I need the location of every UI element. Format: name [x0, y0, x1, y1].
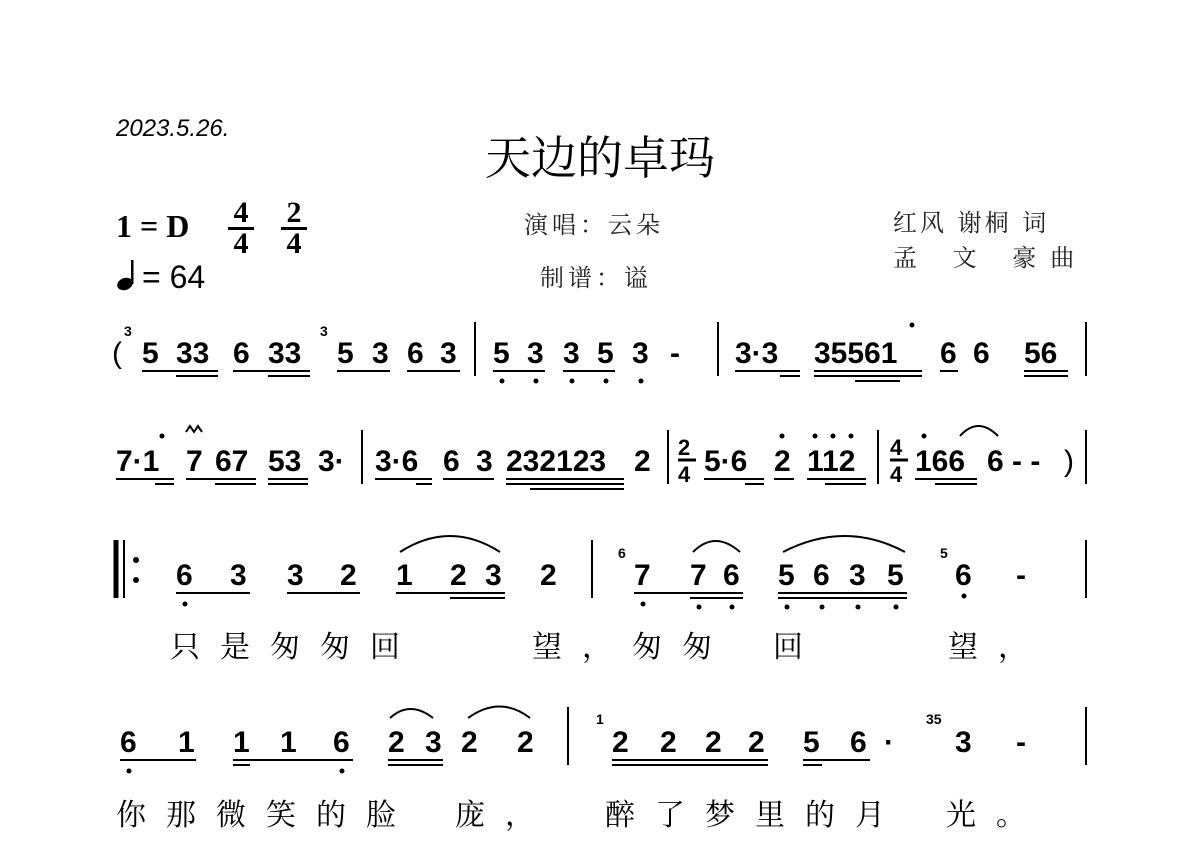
note: 2 — [774, 445, 791, 478]
transcriber-credit: 制谱：谥 — [540, 264, 652, 292]
grace-note: 3 — [320, 323, 328, 339]
note: 112 — [807, 445, 856, 478]
note: 2 — [517, 726, 534, 759]
note: 166 — [915, 445, 966, 478]
note: 2 — [450, 559, 467, 592]
note: 3 — [563, 337, 580, 370]
note: - — [1016, 726, 1026, 759]
note: 33 — [268, 337, 302, 370]
note: 2 — [340, 559, 357, 592]
lyric-line-1c: 回 — [773, 630, 823, 665]
note: 2 — [634, 445, 651, 478]
grace-note: 35 — [926, 711, 942, 727]
note: 5 — [337, 337, 354, 370]
composer-credit: 孟 文 豪曲 — [893, 244, 1089, 272]
note: 6 — [813, 559, 830, 592]
note: 6 — [987, 445, 1004, 478]
note: 1 — [280, 726, 297, 759]
time-sig-denominator: 4 — [233, 227, 249, 260]
note: 33 — [176, 337, 210, 370]
note: 5 — [493, 337, 510, 370]
note: 1 — [233, 726, 250, 759]
note: 7·1 — [116, 445, 160, 478]
note: 3 — [425, 726, 442, 759]
note: - — [670, 337, 680, 370]
time-sig-numerator: 4 — [890, 435, 903, 460]
lyric-line-1b: 望，匆匆 — [532, 630, 732, 665]
note: 3·6 — [375, 445, 419, 478]
note: 2 — [748, 726, 765, 759]
note: 3 — [372, 337, 389, 370]
time-sig-numerator: 4 — [233, 196, 249, 229]
date-text: 2023.5.26. — [116, 115, 230, 142]
note: 5 — [142, 337, 159, 370]
note: 6 — [120, 726, 137, 759]
note: 3 — [527, 337, 544, 370]
lyric-line-2a: 你那微笑的脸 — [116, 798, 416, 833]
note: 6 — [850, 726, 867, 759]
note: 7 — [690, 559, 707, 592]
note: 6 — [443, 445, 460, 478]
time-sig-numerator: 2 — [286, 196, 302, 229]
grace-note: 6 — [618, 545, 626, 561]
key-signature: 1 = D — [116, 208, 190, 244]
grace-note: 5 — [940, 545, 948, 561]
note: 5 — [803, 726, 820, 759]
note: 3 — [230, 559, 247, 592]
note: 6 — [973, 337, 990, 370]
lyric-line-2d: 光。 — [946, 798, 1046, 833]
note: 6 — [333, 726, 350, 759]
note: 67 — [215, 445, 249, 478]
note: ( — [112, 337, 122, 370]
time-sig-denominator: 4 — [286, 227, 302, 260]
note: 6 — [955, 559, 972, 592]
note: 7 — [186, 445, 203, 478]
grace-note: 3 — [124, 323, 132, 339]
note: 3 — [485, 559, 502, 592]
note: 2 — [540, 559, 557, 592]
note: - - — [1012, 445, 1041, 478]
note: 35561 — [814, 337, 898, 370]
time-sig-numerator: 2 — [678, 435, 691, 460]
note: 5·6 — [704, 445, 748, 478]
note: 6 — [233, 337, 250, 370]
note: 53 — [268, 445, 302, 478]
note: 5 — [887, 559, 904, 592]
lyric-line-1a: 只是匆匆回 — [170, 630, 420, 665]
note: 1 — [178, 726, 195, 759]
note: 2 — [612, 726, 629, 759]
grace-note: 1 — [596, 711, 604, 727]
note: 2 — [461, 726, 478, 759]
note: 6 — [176, 559, 193, 592]
note: 3 — [476, 445, 493, 478]
note: 1 — [396, 559, 413, 592]
note: 3 — [849, 559, 866, 592]
note: 6 — [407, 337, 424, 370]
note: 6 — [723, 559, 740, 592]
time-sig-denominator: 4 — [678, 462, 691, 487]
note: 2 — [705, 726, 722, 759]
note: 3 — [632, 337, 649, 370]
time-sig-denominator: 4 — [890, 462, 903, 487]
singer-credit: 演唱：云朵 — [524, 211, 664, 239]
lyricist-credit: 红风 谢桐 词 — [893, 209, 1050, 237]
note: 5 — [778, 559, 795, 592]
lyric-line-2c: 醉了梦里的月 — [605, 798, 905, 833]
note: · — [884, 726, 894, 759]
note: 232123 — [506, 445, 607, 478]
note: 5 — [597, 337, 614, 370]
note: 7 — [634, 559, 651, 592]
note: 3 — [955, 726, 972, 759]
lyric-line-1d: 望， — [948, 630, 1048, 665]
note: 3·3 — [735, 337, 779, 370]
note: 3· — [318, 445, 345, 478]
note: 2 — [388, 726, 405, 759]
note: 3 — [287, 559, 304, 592]
note: 2 — [660, 726, 677, 759]
tempo-value: = 64 — [142, 259, 206, 295]
note: 6 — [940, 337, 957, 370]
note: 3 — [440, 337, 457, 370]
song-title: 天边的卓玛 — [485, 131, 715, 185]
lyric-line-2b: 庞， — [455, 798, 555, 833]
note: ) — [1064, 445, 1074, 478]
note: 56 — [1024, 337, 1058, 370]
note: - — [1016, 559, 1026, 592]
